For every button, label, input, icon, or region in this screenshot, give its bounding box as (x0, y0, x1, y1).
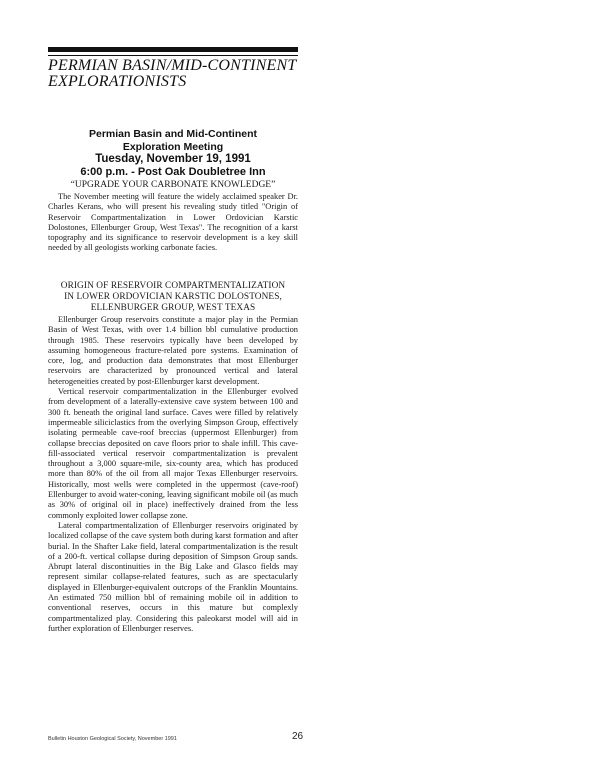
meeting-line2: Exploration Meeting (122, 140, 224, 153)
article-paragraph-3: Lateral compartmentalization of Ellenburger reservoirs originated by localized collapse of the cave system both during karst formation and after burial. In the Shafter Lake field, lateral compartmentalization is the result of a 200-ft. vertical collapse during deposition of Simpson Group sands. Abrupt lateral discontinuities in the Big Lake and Glasco fields may represent similar collapse-related features, such as are spectacularly displayed in Ellenburger-equivalent outcrops of the Franklin Mountains. An estimated 750 million bbl of remaining mobile oil in addition to conventional reserves, occurs in this mature but complexly compartmentalized play. Considering this paleokarst model will aid in further exploration of Ellenburger reserves. (48, 520, 298, 633)
talk-intro-text: The November meeting will feature the widely acclaimed speaker Dr. Charles Kerans, who will present his revealing study titled "Origin of Reservoir Compartmentalization in Lower Ordovician Karstic Dolostones, Ellenburger Group, West Texas". The recognition of a karst topography and its significance to reservoir development is a key skill needed by all geologists working carbonate facies. (48, 192, 298, 253)
meeting-time-place: 6:00 p.m. - Post Oak Doubletree Inn (80, 165, 266, 178)
meeting-announcement (48, 128, 298, 178)
section-title (48, 58, 300, 90)
article-paragraph-1: Ellenburger Group reservoirs constitute a major play in the Permian Basin of West Texas, with over 1.4 billion bbl cumulative production through 1985. These reservoirs typically have been developed by assuming homogeneous fracture-related pore systems. Examination of core, log, and production data demonstrates that most Ellenburger reservoirs are characterized by pronounced vertical and lateral heterogeneities created by post-Ellenburger karst development. (48, 315, 298, 386)
footer-journal: Bulletin Houston Geological Society, November 1991 (48, 736, 177, 742)
meeting-date: Tuesday, November 19, 1991 (95, 153, 251, 165)
article-title (48, 281, 298, 313)
article-title-line1: ORIGIN OF RESERVOIR COMPARTMENTALIZATION (60, 281, 286, 291)
article-paragraph-2: Vertical reservoir compartmentalization in the Ellenburger evolved from development of a laterally-extensive cave system between 100 and 300 ft. beneath the original land surface. Caves were filled by relatively impermeable siliciclastics from the overlying Simpson Group, effectively isolating permeable cave-roof breccias (uppermost Ellenburger) from collapse breccias deposited on cave floors prior to shale infill. This cave-fill-associated vertical reservoir compartmentalization is prevalent throughout a 3,000 square-mile, six-county area, which has produced more than 80% of the oil from all major Texas Ellenburger reservoirs. Historically, most wells were completed in the uppermost (cave-roof) Ellenburger to avoid water-coning, leaving significant mobile oil (as much as 30% of original oil in place) ineffectively drained from the less commonly exploited lower collapse zone. (48, 387, 298, 520)
article-body (48, 315, 298, 634)
section-title-line2: EXPLORATIONISTS (48, 73, 187, 90)
header-rule-thin (48, 55, 298, 56)
page-number: 26 (292, 731, 304, 742)
talk-intro (48, 192, 298, 254)
meeting-line1: Permian Basin and Mid-Continent (88, 128, 257, 140)
section-title-line1: PERMIAN BASIN/MID-CONTINENT (48, 57, 297, 74)
talk-title: “UPGRADE YOUR CARBONATE KNOWLEDGE” (70, 180, 276, 190)
article-title-line3: ELLENBURGER GROUP, WEST TEXAS (90, 302, 256, 313)
header-rule-thick (48, 47, 298, 52)
article-title-line2: IN LOWER ORDOVICIAN KARSTIC DOLOSTONES, (64, 291, 282, 302)
